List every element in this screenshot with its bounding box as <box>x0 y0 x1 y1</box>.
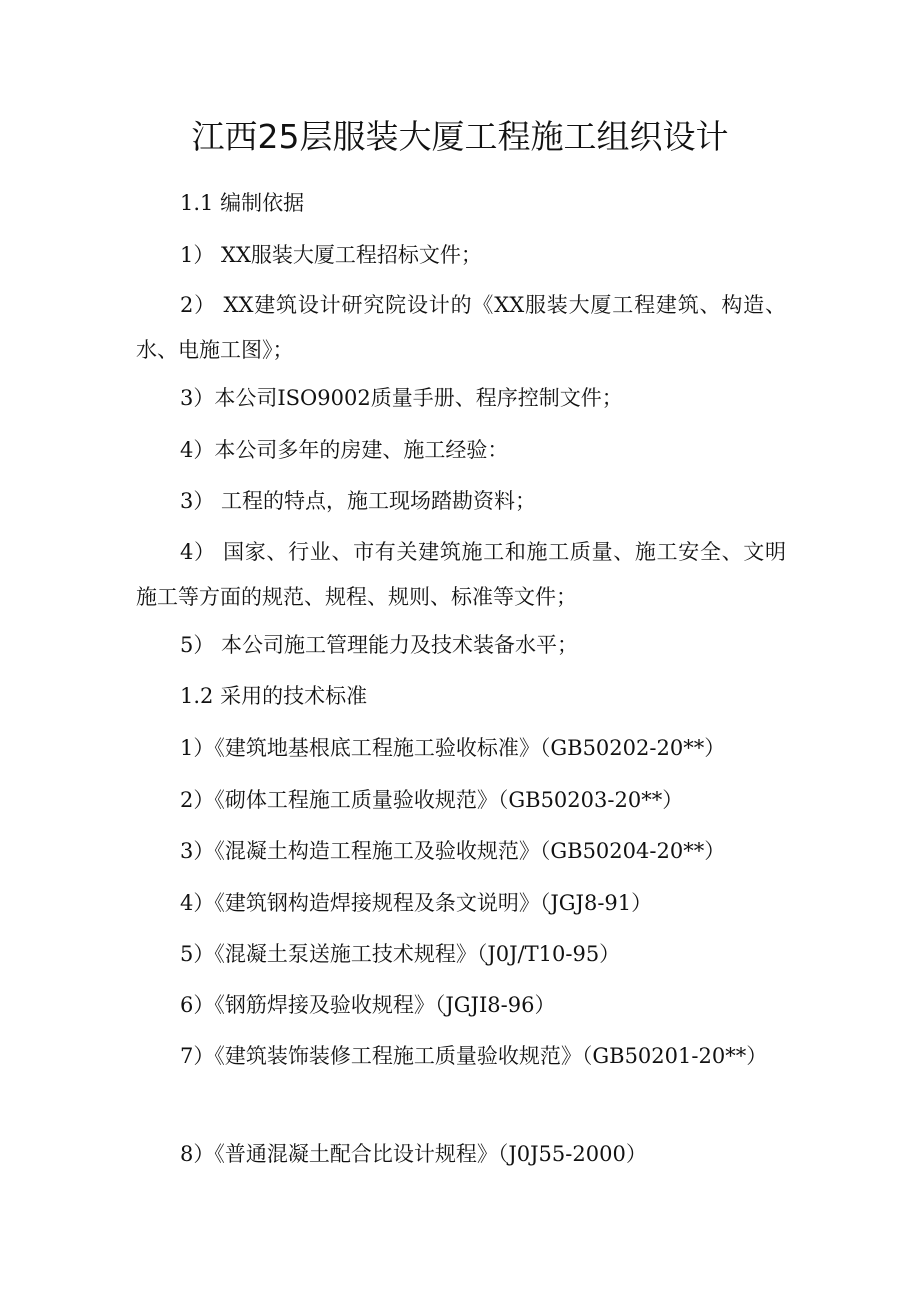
standard-item-1: 1）《建筑地基根底工程施工验收标准》（GB50202-20**） <box>180 736 726 760</box>
standard-item-6: 6）《钢筋焊接及验收规程》（JGJI8-96） <box>180 993 556 1017</box>
basis-item-4: 4）本公司多年的房建、施工经验： <box>180 438 509 462</box>
basis-item-1: 1） XX服装大厦工程招标文件； <box>180 243 482 267</box>
basis-item-5: 3） 工程的特点，施工现场踏勘资料； <box>180 489 537 513</box>
basis-item-7: 5） 本公司施工管理能力及技术装备水平； <box>180 633 579 657</box>
standard-item-7: 7）《建筑装饰装修工程施工质量验收规范》（GB50201-20**） <box>180 1044 768 1068</box>
standard-item-5: 5）《混凝土泵送施工技术规程》（J0J/T10-95） <box>180 942 621 966</box>
basis-item-6: 4） 国家、行业、市有关建筑施工和施工质量、施工安全、文明施工等方面的规范、规程、规则、标准等文件； <box>136 540 786 609</box>
basis-item-2: 2） XX建筑设计研究院设计的《XX服装大厦工程建筑、构造、水、电施工图》； <box>136 293 786 362</box>
standard-item-2: 2）《砌体工程施工质量验收规范》（GB50203-20**） <box>180 788 684 812</box>
section-heading-1-1: 1.1 编制依据 <box>180 191 305 215</box>
section-heading-1-2: 1.2 采用的技术标准 <box>180 684 368 708</box>
basis-item-3: 3）本公司ISO9002质量手册、程序控制文件； <box>180 386 623 410</box>
standard-item-3: 3）《混凝土构造工程施工及验收规范》（GB50204-20**） <box>180 839 726 863</box>
document-title: 江西25层服装大厦工程施工组织设计 <box>191 117 729 156</box>
standard-item-4: 4）《建筑钢构造焊接规程及条文说明》（JGJ8-91） <box>180 891 653 915</box>
standard-item-8: 8）《普通混凝土配合比设计规程》（J0J55-2000） <box>180 1142 647 1166</box>
